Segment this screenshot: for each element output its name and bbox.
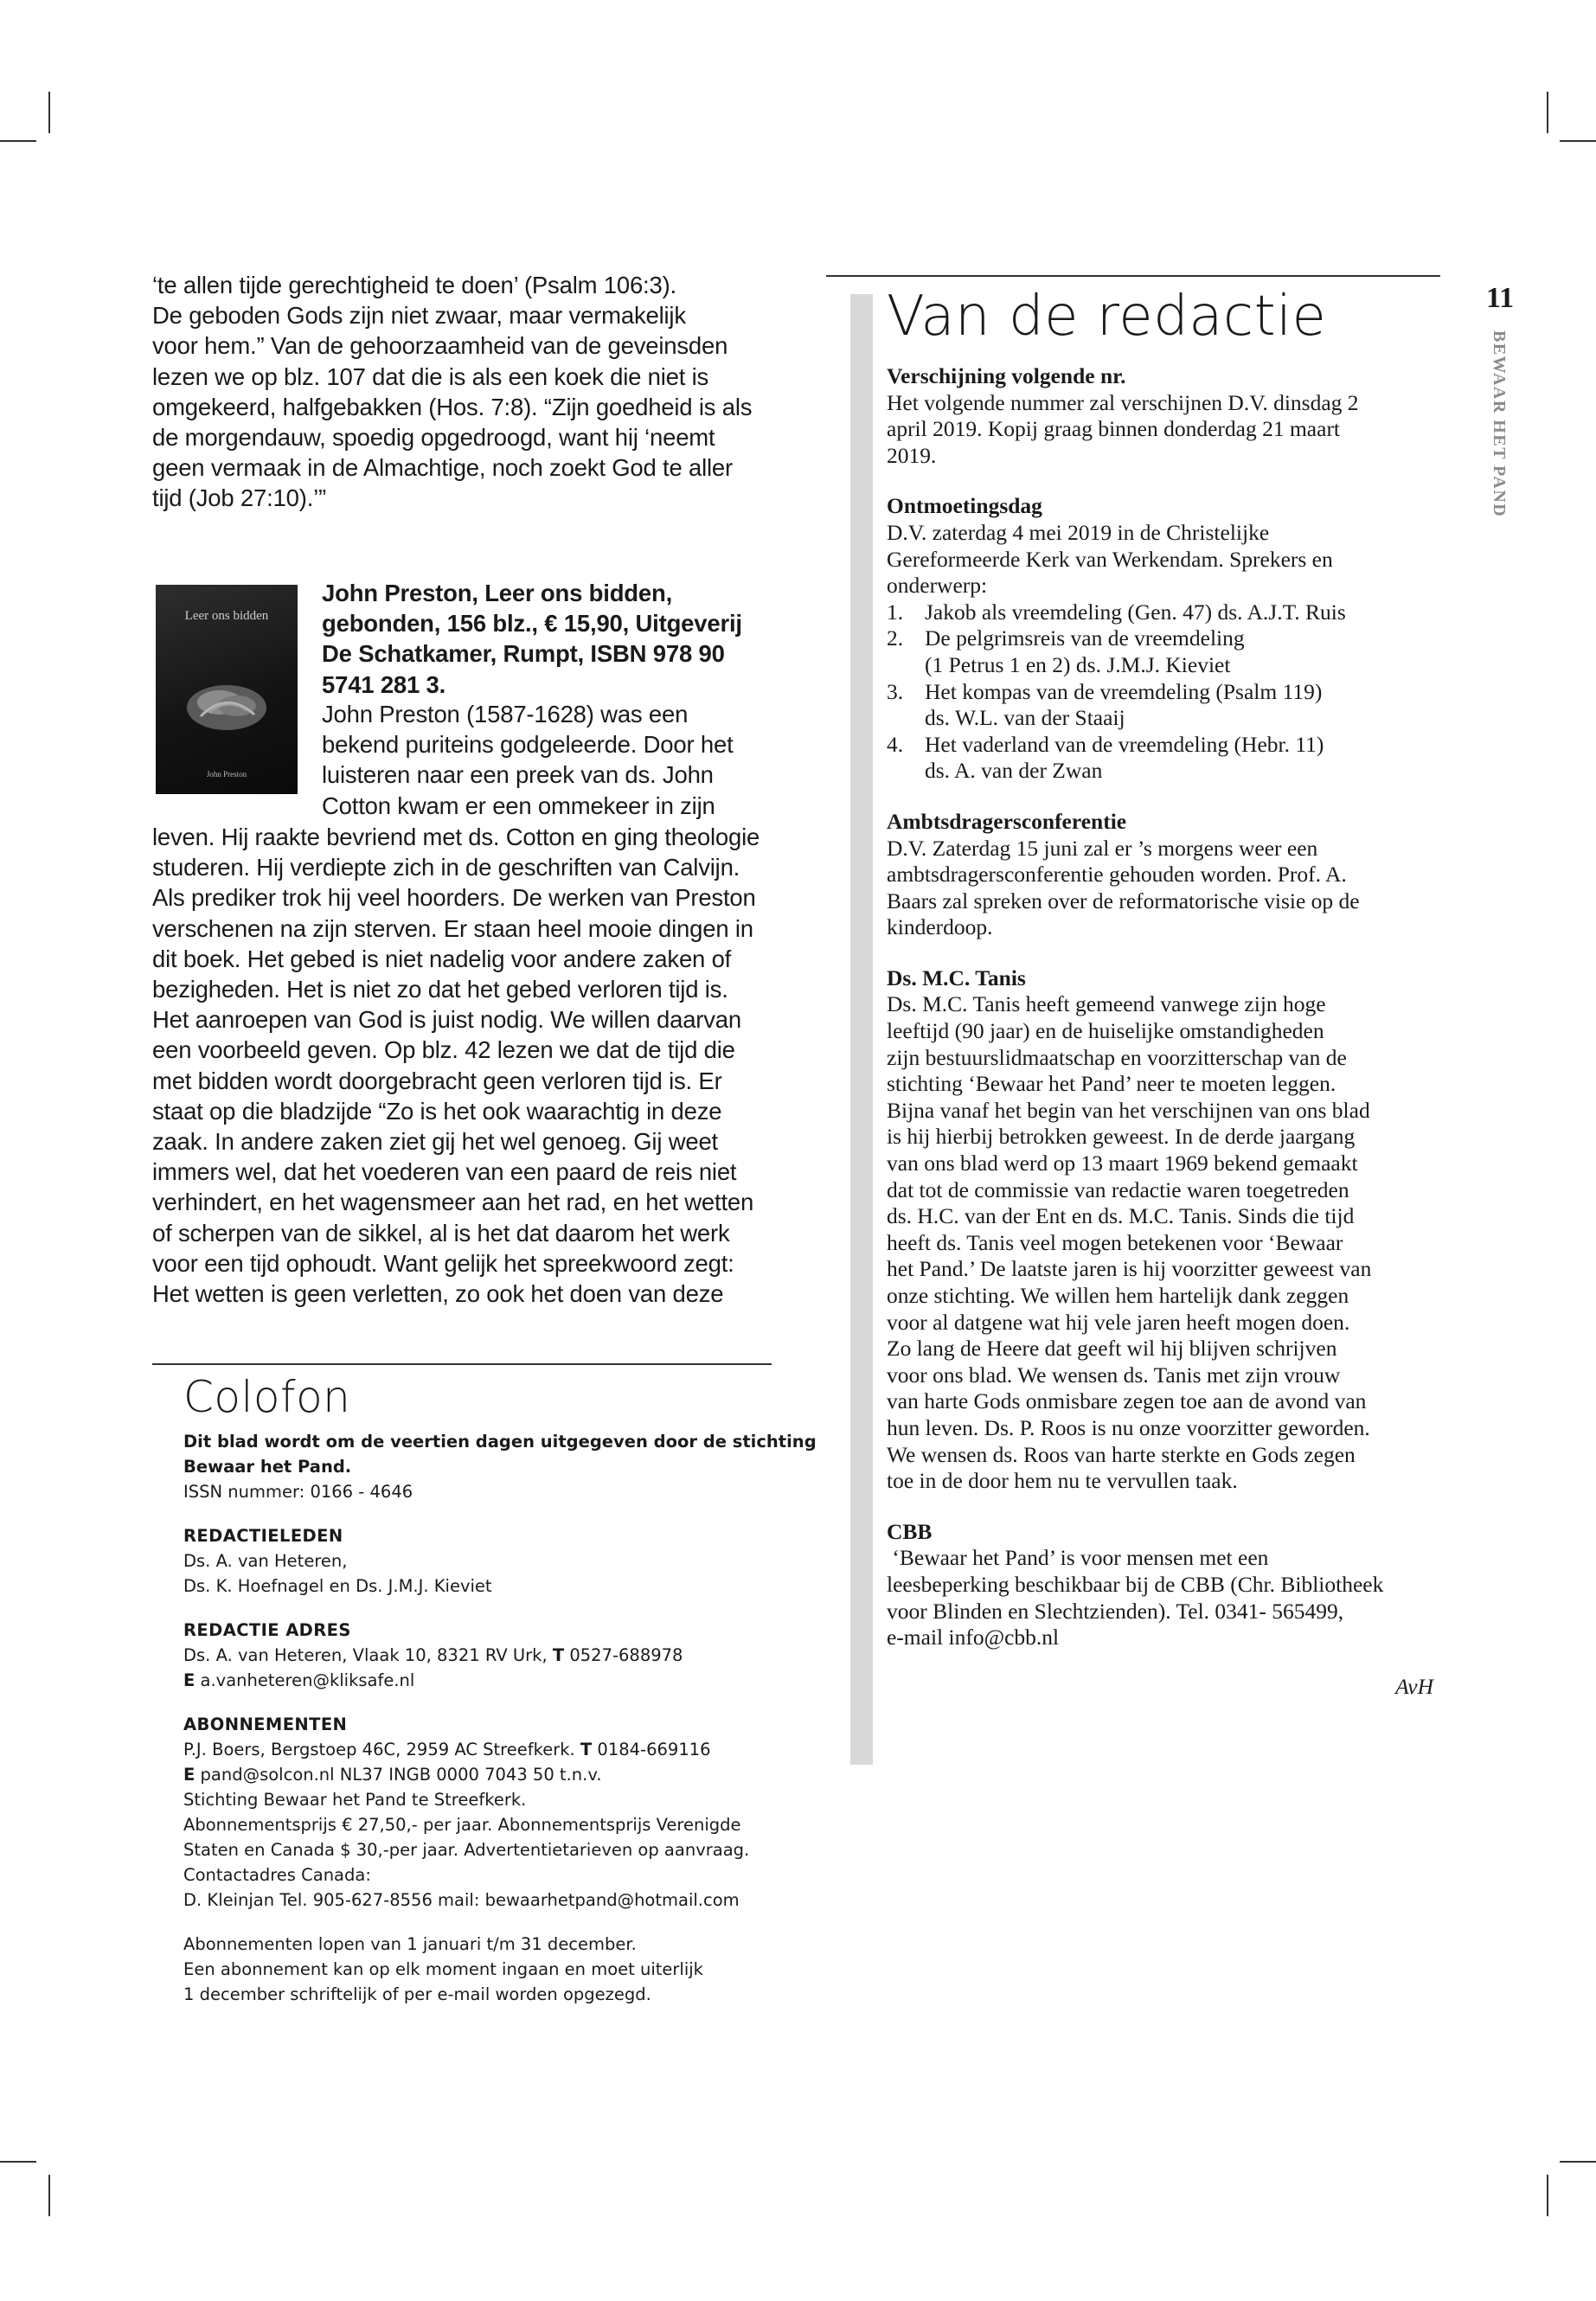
text-line: zijn bestuurslidmaatschap en voorzitterschap van de (887, 1044, 1347, 1070)
text-line: hun leven. Ds. P. Roos is nu onze voorzitter geworden. (887, 1414, 1370, 1440)
address-text: P.J. Boers, Bergstoep 46C, 2959 AC Streefkerk. (183, 1740, 580, 1759)
colofon-box (183, 1370, 817, 2007)
speakers-list (887, 599, 1449, 785)
text-line: Stichting Bewaar het Pand te Streefkerk. (183, 1790, 527, 1810)
text-line: verschenen na zijn sterven. Er staan heel mooie dingen in (152, 914, 753, 942)
text-line: zaak. In andere zaken ziet gij het wel genoeg. Gij weet (152, 1128, 718, 1156)
running-head: BEWAAR HET PAND (1490, 330, 1509, 518)
crop-mark (1547, 2175, 1548, 2216)
redactie-title: Van de redactie (887, 285, 1327, 349)
section-heading: Ontmoetingsdag (887, 493, 1042, 519)
crop-mark (0, 2161, 36, 2163)
abonnementen-heading: ABONNEMENTEN (183, 1715, 348, 1734)
text-line: We wensen ds. Roos van harte sterkte en Gods zegen (887, 1441, 1356, 1467)
section-body (887, 520, 1449, 599)
list-item (887, 732, 1449, 785)
crop-mark (1547, 92, 1548, 133)
ontmoetingsdag-block (887, 493, 1449, 785)
text-line: Bijna vanaf het begin van het verschijnen van ons blad (887, 1097, 1370, 1123)
address-text: Ds. A. van Heteren, Vlaak 10, 8321 RV Urk, (183, 1645, 553, 1665)
text-line: ‘Bewaar het Pand’ is voor mensen met een (887, 1545, 1269, 1571)
text-line (183, 1643, 789, 1668)
redactieleden-list (183, 1548, 789, 1599)
colofon-intro (183, 1429, 817, 1479)
text-line: John Preston, Leer ons bidden, (322, 580, 673, 606)
list-text (925, 732, 1449, 785)
text-line (183, 1668, 789, 1693)
text-line: staat op die bladzijde “Zo is het ook waarachtig in deze (152, 1097, 722, 1125)
list-text (925, 599, 1449, 626)
text-line (183, 1762, 789, 1787)
text-line: luisteren naar een preek van ds. John (322, 761, 714, 789)
crop-mark (1560, 140, 1596, 142)
text-line: D.V. zaterdag 4 mei 2019 in de Christelijke (887, 519, 1270, 545)
text-line: Het aanroepen van God is juist nodig. We willen daarvan (152, 1006, 741, 1034)
text-line: verhindert, en het wagensmeer aan het rad, en het wetten (152, 1189, 754, 1216)
crop-mark (48, 2175, 50, 2216)
section-heading: Ds. M.C. Tanis (887, 965, 1026, 990)
text-line: Cotton kwam er een ommekeer in zijn (322, 792, 715, 819)
text-line: Ds. K. Hoefnagel en Ds. J.M.J. Kieviet (183, 1576, 492, 1596)
review-heading (322, 578, 789, 700)
text-line: 1 december schriftelijk of per e-mail worden opgezegd. (183, 1984, 651, 2004)
text-line: de morgendauw, spoedig opgedroogd, want hij ‘neemt (152, 424, 715, 452)
ambtsdragers-block (887, 809, 1449, 941)
list-number: 4. (887, 731, 904, 757)
colofon-title: Colofon (183, 1372, 351, 1422)
text-line: voor ons blad. We wensen ds. Tanis met zijn vrouw (887, 1362, 1341, 1388)
text-line: heeft ds. Tanis veel mogen betekenen voor ‘Bewaar (887, 1229, 1343, 1255)
text-line: april 2019. Kopij graag binnen donderdag 21 maart (887, 416, 1341, 442)
text-line: leven. Hij raakte bevriend met ds. Cotton en ging theologie (152, 824, 760, 850)
sidebar-accent-bar (850, 294, 873, 1765)
book-cover-title: Leer ons bidden (184, 609, 269, 623)
text-line: ds. W.L. van der Staaij (925, 705, 1125, 731)
verschijning-block (887, 363, 1449, 469)
email-and-account: pand@solcon.nl NL37 INGB 0000 7043 50 t.n.v. (195, 1765, 602, 1785)
text-line: of scherpen van de sikkel, al is het dat daarom het werk (152, 1219, 730, 1247)
text-line: onze stichting. We willen hem hartelijk dank zeggen (887, 1283, 1349, 1308)
text-line: onderwerp: (887, 573, 988, 599)
text-line: dit boek. Het gebed is niet nadelig voor andere zaken of (152, 945, 732, 972)
crop-mark (48, 92, 50, 133)
text-line: 2019. (887, 442, 937, 468)
text-line: Gereformeerde Kerk van Werkendam. Sprekers en (887, 546, 1333, 572)
praying-hands-illustration (175, 664, 279, 742)
text-line: (1 Petrus 1 en 2) ds. J.M.J. Kieviet (925, 651, 1231, 677)
list-text (925, 679, 1449, 732)
redactieleden-heading: REDACTIELEDEN (183, 1526, 343, 1546)
phone-label: T (552, 1645, 565, 1665)
text-line: Zo lang de Heere dat geeft wil hij blijven schrijven (887, 1336, 1337, 1362)
text-line: voor Blinden en Slechtzienden). Tel. 0341- 565499, (887, 1598, 1344, 1624)
text-line: bezigheden. Het is niet zo dat het gebed verloren tijd is. (152, 976, 728, 1003)
crop-mark (1560, 2161, 1596, 2163)
text-line: immers wel, dat het voederen van een paard de reis niet (152, 1158, 737, 1186)
text-line: geen vermaak in de Almachtige, noch zoekt God te aller (152, 454, 733, 482)
text-line: Jakob als vreemdeling (Gen. 47) ds. A.J.T. Ruis (925, 599, 1346, 625)
text-line: Contactadres Canada: (183, 1865, 371, 1885)
list-item (887, 599, 1449, 626)
text-line: is hij hierbij betrokken geweest. In de derde jaargang (887, 1124, 1356, 1150)
redactie-adres-heading: REDACTIE ADRES (183, 1620, 351, 1640)
list-number: 2. (887, 625, 904, 651)
email-label: E (183, 1765, 195, 1785)
text-line (183, 1737, 789, 1762)
text-line: voor al datgene wat hij vele jaren heeft mogen doen. (887, 1309, 1350, 1335)
text-line: Het kompas van de vreemdeling (Psalm 119) (925, 678, 1323, 704)
colofon-footer (183, 1932, 789, 2007)
redactie-adres (183, 1643, 789, 1693)
list-number: 1. (887, 599, 904, 625)
list-item (887, 679, 1449, 732)
text-line: voor hem.” Van de gehoorzaamheid van de geveinsden (152, 332, 728, 360)
phone-number: 0184-669116 (592, 1740, 711, 1759)
tanis-block (887, 965, 1449, 1495)
page-number: 11 (1486, 282, 1515, 314)
text-line: John Preston (1587-1628) was een (322, 701, 689, 727)
text-line: Baars zal spreken over de reformatorische visie op de (887, 888, 1360, 913)
text-line: met bidden wordt doorgebracht geen verloren tijd is. Er (152, 1067, 722, 1094)
colofon-issn: ISSN nummer: 0166 - 4646 (183, 1482, 413, 1502)
list-item (887, 625, 1449, 678)
article-continuation (152, 270, 792, 514)
text-line: lezen we op blz. 107 dat die is als een koek die niet is (152, 362, 709, 390)
text-line: ‘te allen tijde gerechtigheid te doen’ (Psalm 106:3). (152, 272, 676, 298)
text-line: van ons blad werd op 13 maart 1969 bekend gemaakt (887, 1150, 1358, 1176)
text-line: 5741 281 3. (322, 670, 446, 698)
text-line: D.V. Zaterdag 15 juni zal er ’s morgens weer een (887, 835, 1318, 861)
book-cover-image (156, 585, 298, 794)
text-line: kinderdoop. (887, 914, 993, 940)
text-line: voor een tijd ophoudt. Want gelijk het spreekwoord zegt: (152, 1249, 734, 1277)
section-heading: CBB (887, 1518, 933, 1544)
text-line: studeren. Hij verdiepte zich in de geschriften van Calvijn. (152, 854, 740, 881)
text-line: De pelgrimsreis van de vreemdeling (925, 625, 1245, 651)
text-line: ds. H.C. van der Ent en ds. M.C. Tanis. Sinds die tijd (887, 1203, 1355, 1229)
text-line: stichting ‘Bewaar het Pand’ neer te moeten leggen. (887, 1071, 1336, 1097)
text-line: gebonden, 156 blz., € 15,90, Uitgeverij (322, 610, 742, 638)
text-line: Als prediker trok hij veel hoorders. De werken van Preston (152, 884, 756, 912)
text-line: Abonnementen lopen van 1 januari t/m 31 december. (183, 1934, 637, 1954)
text-line: De geboden Gods zijn niet zwaar, maar vermakelijk (152, 302, 686, 330)
text-line: De Schatkamer, Rumpt, ISBN 978 90 (322, 640, 725, 668)
text-line: Bewaar het Pand. (183, 1457, 352, 1477)
review-intro (322, 699, 789, 821)
text-line: D. Kleinjan Tel. 905-627-8556 mail: bewaarhetpand@hotmail.com (183, 1890, 740, 1910)
crop-mark (0, 140, 36, 142)
email-address: a.vanheteren@kliksafe.nl (195, 1670, 415, 1690)
text-line: dat tot de commissie van redactie waren toegetreden (887, 1176, 1349, 1202)
redactie-divider (826, 275, 1440, 277)
text-line: Abonnementsprijs € 27,50,- per jaar. Abonnementsprijs Verenigde (183, 1815, 741, 1835)
text-line: bekend puriteins godgeleerde. Door het (322, 731, 734, 759)
text-line: Het wetten is geen verletten, zo ook het doen van deze (152, 1280, 724, 1308)
text-line: omgekeerd, halfgebakken (Hos. 7:8). “Zijn goedheid is als (152, 393, 753, 420)
text-line: tijd (Job 27:10).’” (152, 484, 327, 512)
email-label: E (183, 1670, 195, 1690)
text-line: leesbeperking beschikbaar bij de CBB (Chr. Bibliotheek (887, 1571, 1384, 1597)
list-text (925, 625, 1449, 678)
cbb-block (887, 1519, 1449, 1651)
book-cover-author: John Preston (206, 770, 247, 779)
section-body (887, 836, 1449, 941)
text-line: toe in de door hem nu te vervullen taak. (887, 1468, 1238, 1494)
text-line: Een abonnement kan op elk moment ingaan en moet uiterlijk (183, 1959, 703, 1979)
text-line: Dit blad wordt om de veertien dagen uitgegeven door de stichting (183, 1432, 817, 1452)
text-line: een voorbeeld geven. Op blz. 42 lezen we dat de tijd die (152, 1036, 735, 1064)
text-line: Het vaderland van de vreemdeling (Hebr. 11) (925, 731, 1324, 757)
section-body (887, 390, 1449, 470)
section-body (887, 1545, 1449, 1650)
article-paragraph (152, 270, 792, 514)
text-line: van harte Gods onmisbare zegen toe aan de avond van (887, 1388, 1367, 1414)
section-heading: Ambtsdragersconferentie (887, 808, 1127, 834)
phone-number: 0527-688978 (564, 1645, 683, 1665)
author-signature: AvH (1395, 1673, 1433, 1699)
text-line: Ds. A. van Heteren, (183, 1551, 348, 1571)
abonnementen-info (183, 1737, 789, 1913)
section-heading: Verschijning volgende nr. (887, 363, 1126, 388)
text-line: ambtsdragersconferentie gehouden worden. Prof. A. (887, 862, 1347, 888)
text-line: leeftijd (90 jaar) en de huiselijke omstandigheden (887, 1018, 1324, 1044)
text-line: het Pand.’ De laatste jaren is hij voorzitter geweest van (887, 1256, 1372, 1282)
list-number: 3. (887, 678, 904, 704)
text-line: ds. A. van der Zwan (925, 758, 1103, 784)
text-line: Ds. M.C. Tanis heeft gemeend vanwege zijn hoge (887, 991, 1326, 1017)
redactie-section (887, 282, 1449, 1700)
section-body (887, 991, 1449, 1494)
text-line: e-mail info@cbb.nl (887, 1625, 1060, 1650)
review-body (152, 822, 792, 1309)
phone-label: T (580, 1740, 593, 1759)
colofon-divider (152, 1363, 772, 1365)
text-line: Staten en Canada $ 30,-per jaar. Advertentietarieven op aanvraag. (183, 1840, 750, 1860)
text-line: Het volgende nummer zal verschijnen D.V. dinsdag 2 (887, 389, 1359, 415)
